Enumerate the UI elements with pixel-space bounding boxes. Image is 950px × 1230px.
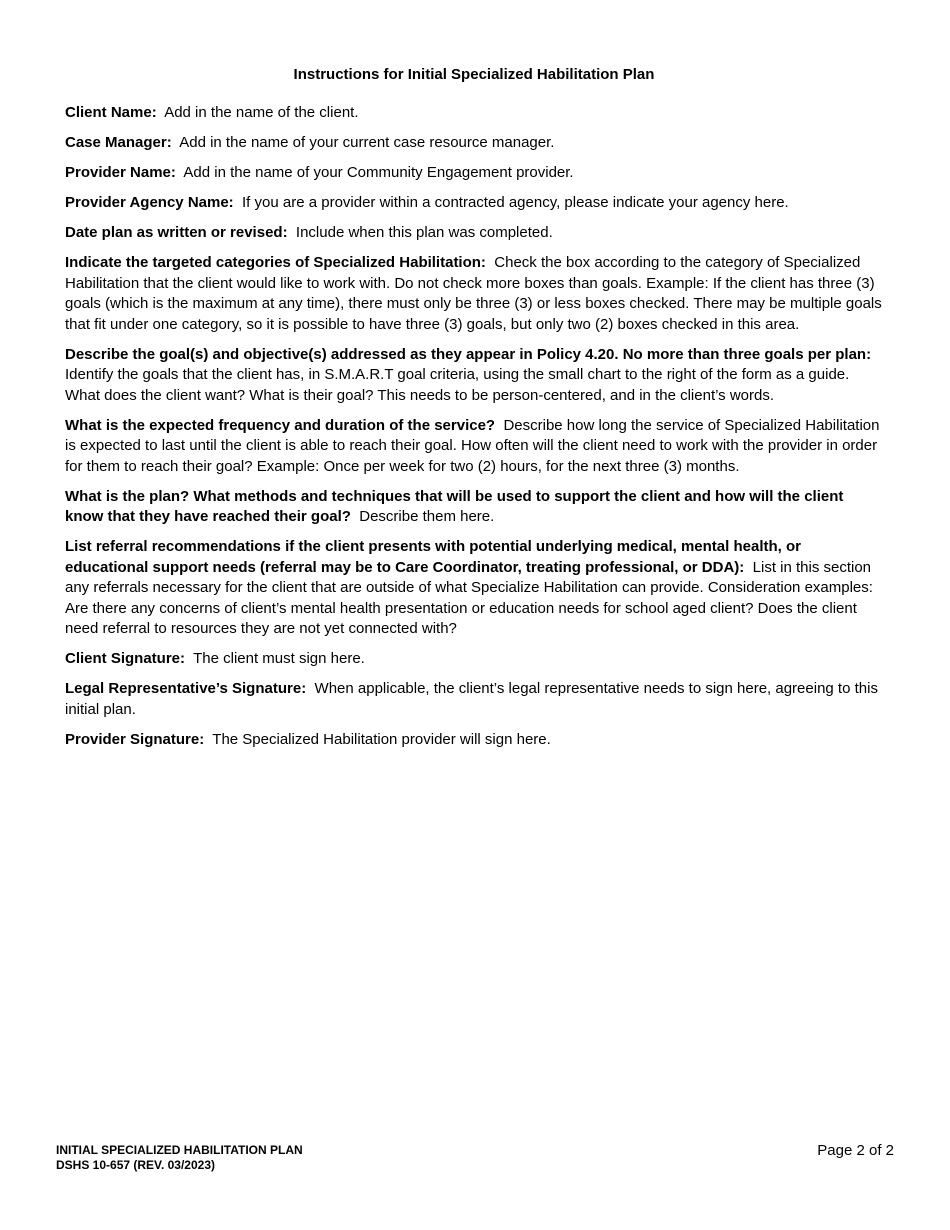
section-targeted-categories — [65, 253, 885, 335]
section-text: Describe how long the service of Specialized Habilitation is expected to last until the client is able to reach their goal. How often will the client need to work with the provider in order for them to reach their goal? Example: Once per week for two (2) hours, for the next three (3) months. — [65, 416, 880, 475]
section-provider-name — [65, 163, 885, 184]
section-label: What is the plan? What methods and techniques that will be used to support the client and how will the client know that they have reached their goal? — [65, 487, 844, 525]
instructions-body — [65, 103, 885, 760]
section-client-signature — [65, 649, 885, 670]
page-number: Page 2 of 2 — [817, 1142, 894, 1159]
section-label: Date plan as written or revised: — [65, 224, 288, 241]
section-provider-signature — [65, 730, 885, 751]
section-text: The Specialized Habilitation provider will sign here. — [212, 730, 551, 748]
section-label: Client Name: — [65, 104, 157, 121]
section-text: Identify the goals that the client has, in S.M.A.R.T goal criteria, using the small chart to the right of the form as a guide. What does the client want? What is their goal? This needs to be person-centered, and in the client’s words. — [65, 366, 850, 404]
section-goals-objectives — [65, 345, 885, 407]
section-legal-representative-signature — [65, 679, 885, 720]
section-label: Provider Agency Name: — [65, 194, 234, 211]
section-label: Describe the goal(s) and objective(s) addressed as they appear in Policy 4.20. No more than three goals per plan: — [65, 345, 872, 363]
section-text: Add in the name of your current case resource manager. — [179, 134, 555, 151]
footer-form-info — [56, 1143, 303, 1173]
section-text: Include when this plan was completed. — [295, 224, 553, 241]
section-label: Provider Name: — [65, 164, 176, 181]
section-provider-agency-name — [65, 193, 885, 214]
section-text: List in this section any referrals necessary for the client that are outside of what Specialize Habilitation can provide. Consideration examples: Are there any concerns of client’s mental health presentation or education needs for school aged client? Does the client need referral to resources they are not yet connected with? — [65, 558, 873, 637]
section-text: Check the box according to the category of Specialized Habilitation that the client would like to work with. Do not check more boxes than goals. Example: If the client has three (3) goals (which is the maximum at any time), there must only be three (3) or less boxes checked. There may be multiple goals that fit under one category, so it is possible to have three (3) goals, but only two (2) boxes checked in this area. — [65, 254, 882, 333]
page-title: Instructions for Initial Specialized Habilitation Plan — [293, 66, 655, 83]
section-text: Describe them here. — [359, 508, 495, 525]
section-label: Provider Signature: — [65, 730, 205, 748]
section-date-plan — [65, 223, 885, 244]
section-label: What is the expected frequency and duration of the service? — [65, 416, 496, 434]
section-text: When applicable, the client’s legal representative needs to sign here, agreeing to this initial plan. — [65, 680, 878, 718]
footer-form-title: INITIAL SPECIALIZED HABILITATION PLAN — [56, 1143, 303, 1157]
section-label: Client Signature: — [65, 650, 186, 667]
section-referral-recommendations — [65, 537, 885, 640]
section-client-name — [65, 103, 885, 124]
section-label: Case Manager: — [65, 134, 172, 151]
section-label: List referral recommendations if the client presents with potential underlying medical, mental health, or educational support needs (referral may be to Care Coordinator, treating professional, or DDA): — [65, 538, 801, 576]
section-text: The client must sign here. — [193, 650, 365, 667]
section-label: Legal Representative’s Signature: — [65, 680, 307, 697]
footer-form-number: DSHS 10-657 (REV. 03/2023) — [56, 1158, 215, 1172]
section-text: Add in the name of the client. — [164, 104, 359, 121]
section-case-manager — [65, 133, 885, 154]
section-label: Indicate the targeted categories of Specialized Habilitation: — [65, 254, 486, 271]
section-frequency-duration — [65, 416, 885, 478]
section-plan-methods — [65, 487, 885, 528]
section-text: If you are a provider within a contracted agency, please indicate your agency here. — [242, 194, 789, 211]
section-text: Add in the name of your Community Engagement provider. — [183, 164, 574, 181]
